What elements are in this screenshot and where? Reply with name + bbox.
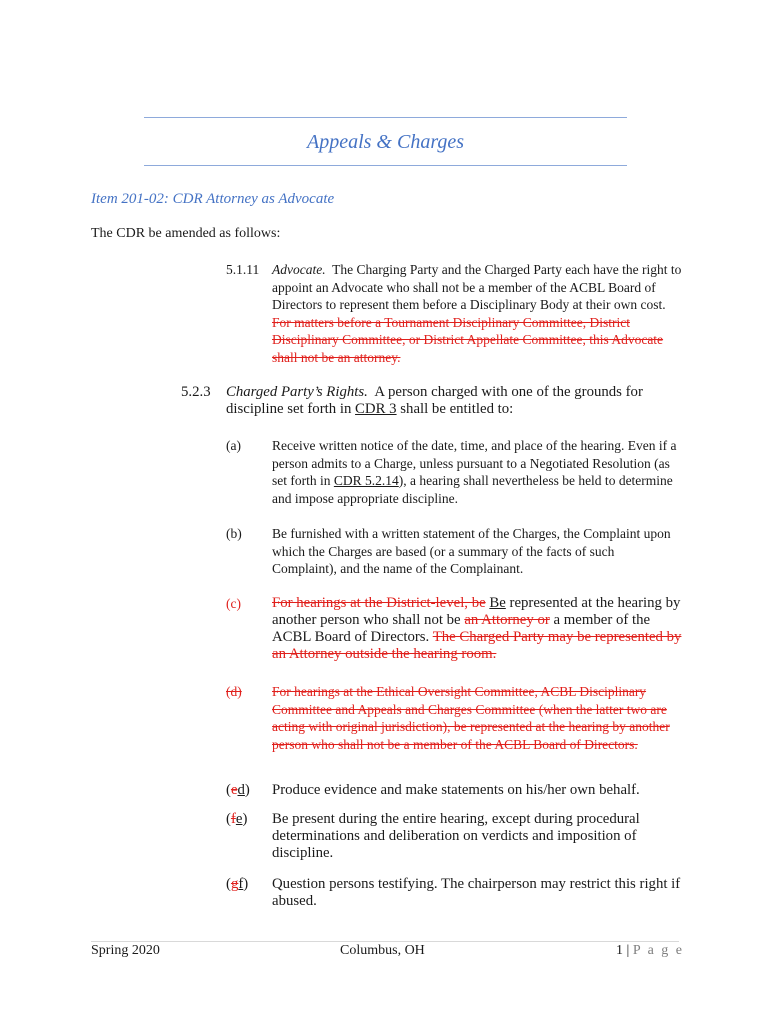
item-e: Produce evidence and make statements on his/her own behalf. (272, 782, 640, 798)
title-rule-top (144, 117, 627, 118)
section-number-5-1-11: 5.1.11 (226, 262, 260, 277)
deleted-text: For matters before a Tournament Disciplinary Committee, District Disciplinary Committee, or District Appellate Committee, this Advocate shall not be an attorney. (272, 314, 664, 365)
item-label-e (226, 782, 250, 800)
section-term: Charged Party’s Rights. (226, 384, 368, 400)
item-label-b: (b) (226, 526, 242, 541)
cdr-3-link[interactable]: CDR 3 (355, 401, 397, 417)
inserted-letter: e (235, 811, 243, 827)
page-title: Appeals & Charges (306, 131, 465, 153)
paren-open: ( (226, 782, 231, 798)
inserted-letter: d (237, 782, 245, 798)
item-label-g (226, 876, 248, 894)
item-c (272, 595, 682, 663)
item-label-f (226, 811, 247, 829)
page-word: P a g e (632, 943, 685, 958)
section-body: The Charging Party and the Charged Party each have the right to appoint an Advocate who shall not be a member of the ACBL Board of Directors to represent them before a Disciplinary Body at their own cost. (272, 262, 682, 312)
section-body-end: shall be entitled to: (400, 401, 514, 417)
item-label-c: (c) (226, 596, 241, 611)
section-number-5-2-3: 5.2.3 (181, 384, 211, 400)
inserted-letter: f (238, 876, 244, 892)
deleted-letter: f (230, 811, 236, 827)
title-rule-bottom (144, 165, 627, 166)
page-number: 1 (616, 943, 623, 958)
item-g: Question persons testifying. The chairperson may restrict this right if abused. (272, 876, 681, 909)
footer-page (616, 943, 684, 959)
paren-close: ) (242, 811, 248, 827)
deleted-letter: g (230, 876, 239, 892)
deleted-text: an Attorney or (464, 612, 550, 628)
paren-close: ) (244, 782, 250, 798)
item-b: Be furnished with a written statement of the Charges, the Complaint upon which the Charges are based (or a summary of the facts of such Complaint), and the name of the Complainant. (272, 526, 671, 576)
footer-left: Spring 2020 (91, 943, 160, 958)
item-label-d: (d) (226, 684, 242, 699)
cdr-5-2-14-link[interactable]: CDR 5.2.14 (333, 473, 399, 488)
item-a-text: Receive written notice of the date, time, and place of the hearing. Even if a person admits to a Charge, unless pursuant to a Negotiated Resolution (as set forth in (272, 438, 677, 488)
deleted-letter: e (230, 782, 238, 798)
inserted-text: Be (489, 595, 506, 611)
footer-center: Columbus, OH (340, 943, 425, 958)
deleted-text: For hearings at the District-level, be (272, 595, 486, 611)
item-heading: Item 201-02: CDR Attorney as Advocate (91, 191, 335, 207)
intro-text: The CDR be amended as follows: (91, 226, 281, 241)
paren-open: ( (226, 811, 231, 827)
item-label-a: (a) (226, 438, 241, 453)
section-5-1-11 (272, 261, 682, 366)
section-body: A person charged with one of the grounds for discipline set forth in (226, 384, 643, 417)
item-d: For hearings at the Ethical Oversight Committee, ACBL Disciplinary Committee and Appeals and Charges Committee (when the latter two are acting with original jurisdiction), be represented at the hearing by another person who shall not be a member of the ACBL Board of Directors. (272, 684, 670, 752)
page-separator: | (626, 943, 630, 958)
section-term: Advocate. (272, 262, 326, 277)
item-f: Be present during the entire hearing, except during procedural determinations and deliberation on verdicts and imposition of discipline. (272, 811, 640, 861)
deleted-text: The Charged Party may be represented by an Attorney outside the hearing room. (272, 629, 682, 662)
item-a-text-end: ), a hearing shall nevertheless be held to determine and impose appropriate discipline. (272, 473, 673, 506)
paren-close: ) (243, 876, 249, 892)
section-5-2-3 (226, 384, 666, 418)
footer-rule (91, 941, 679, 942)
item-a (272, 437, 682, 507)
item-c-text-2: a member of the ACBL Board of Directors. (272, 612, 651, 645)
item-c-text: represented at the hearing by another person who shall not be (272, 595, 681, 628)
paren-open: ( (226, 876, 231, 892)
